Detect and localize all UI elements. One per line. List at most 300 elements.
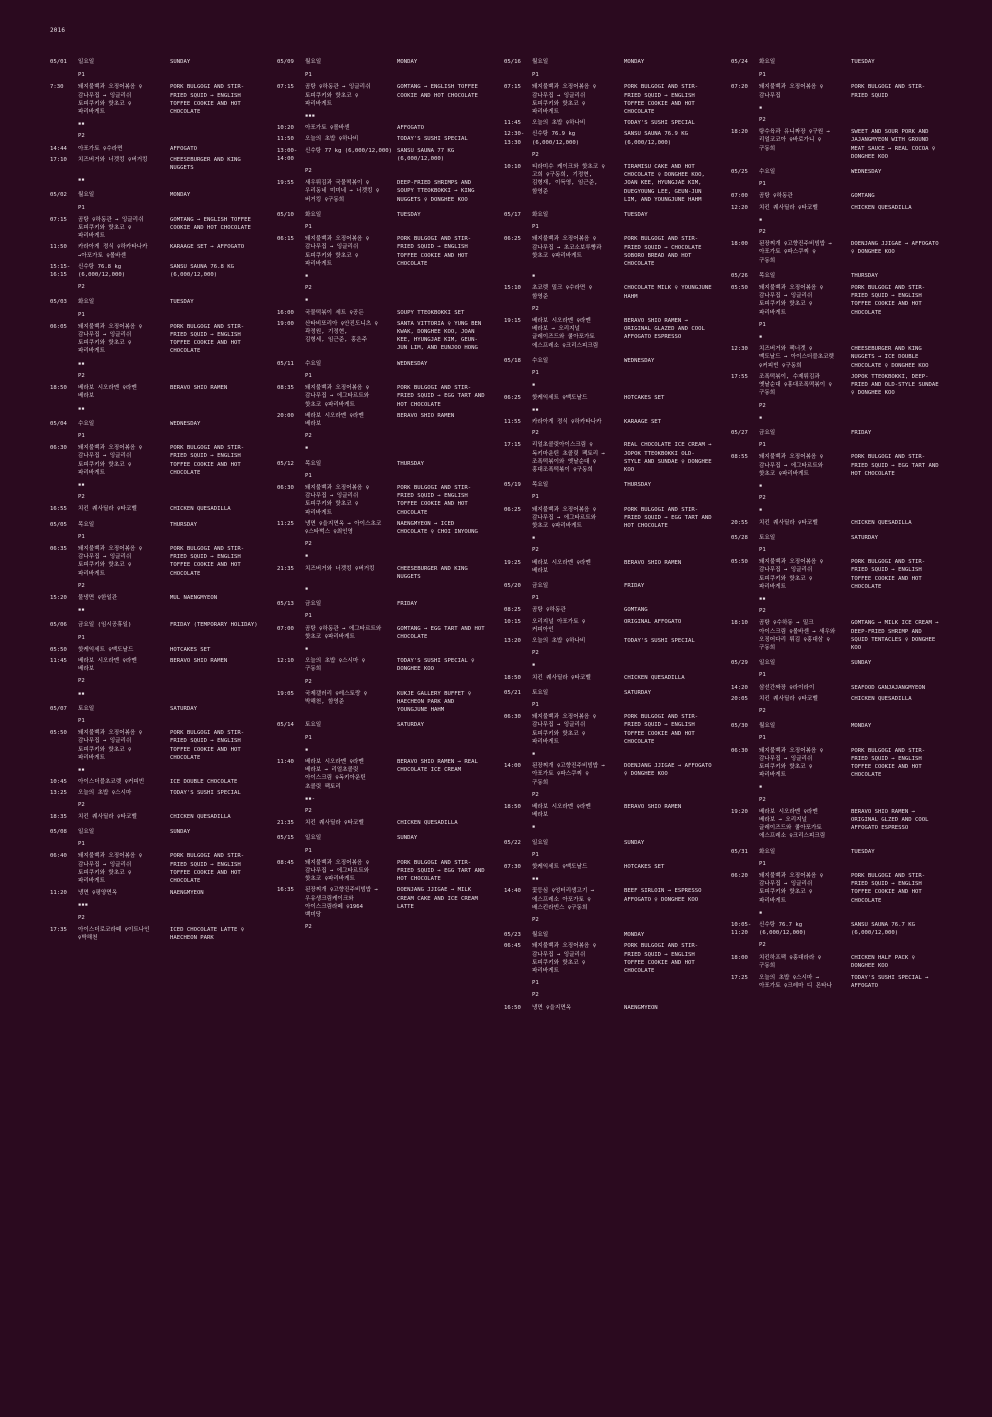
entry-english <box>170 690 270 698</box>
entry-english <box>624 750 724 758</box>
entry-english <box>397 223 497 231</box>
log-entry <box>50 156 272 172</box>
entry-time <box>277 612 305 620</box>
entry-english: SUNDAY <box>170 59 191 65</box>
entry-english <box>624 429 724 437</box>
log-entry <box>50 132 272 140</box>
entry-english: ORIGINAL AFFOGATO <box>624 618 682 625</box>
entry-korean: P1 <box>532 370 539 377</box>
entry-time: 11:50 <box>50 244 67 251</box>
entry-english: SEAFOOD GANJAJANGMYEON <box>851 684 926 691</box>
entry-time: 05/20 <box>504 582 521 589</box>
entry-time <box>277 795 305 803</box>
entry-time: 05/08 <box>50 829 67 836</box>
entry-english: MUL NAENGMYEON <box>170 594 218 601</box>
log-entry <box>277 734 499 742</box>
entry-english: CHICKEN QUESADILLA <box>851 204 912 211</box>
entry-time: 05/18 <box>504 357 521 364</box>
column-2 <box>277 58 499 931</box>
log-entry <box>50 420 272 428</box>
log-entry <box>50 606 272 614</box>
log-entry <box>50 766 272 774</box>
entry-time <box>504 429 532 437</box>
entry-time <box>731 402 759 410</box>
entry-time <box>50 914 78 922</box>
entry-time <box>50 360 78 368</box>
entry-time: 12:30- 13:30 <box>504 131 525 146</box>
log-entry <box>277 112 499 120</box>
entry-time: 15:15- 16:15 <box>50 263 71 279</box>
entry-korean: 신수탕 76.9 kg (6,000/12,000) <box>532 131 580 146</box>
entry-korean: P1 <box>305 372 312 379</box>
entry-english <box>170 677 270 685</box>
log-entry <box>504 582 726 590</box>
log-entry <box>277 657 499 673</box>
entry-time <box>504 272 532 280</box>
log-entry <box>504 979 726 987</box>
entry-korean: P1 <box>759 860 766 867</box>
entry-english: AFFOGATO <box>397 125 424 132</box>
entry-korean: 곰탕 ♀하동관 <box>759 193 793 200</box>
entry-korean: P2 <box>759 117 766 124</box>
entry-time <box>50 71 78 79</box>
entry-korean: 치킨 퀘사딜라 ♀타코벨 <box>78 813 137 820</box>
entry-time: 12:10 <box>277 658 294 665</box>
entry-english <box>851 414 951 422</box>
entry-korean: ▪ <box>305 297 309 304</box>
entry-korean: 일요일 <box>78 59 95 65</box>
entry-korean: P1 <box>759 546 766 553</box>
entry-english: SWEET AND SOUR PORK AND JAJANGMYEON WITH GROUND MEAT SAUCE → REAL COCOA ♀ DONGHEE KOO <box>851 129 936 160</box>
log-entry <box>50 191 272 199</box>
entry-korean: 카라아게 정식 ♀하카타나카 →아포가토 ♀볼바센 <box>78 244 148 259</box>
log-entry <box>731 192 953 200</box>
entry-time: 05/02 <box>50 192 67 199</box>
entry-korean: P1 <box>78 634 85 641</box>
entry-time: 15:10 <box>504 285 521 292</box>
log-entry <box>504 713 726 746</box>
log-entry <box>731 707 953 715</box>
entry-english: CHICKEN QUESADILLA <box>851 519 912 526</box>
entry-english <box>397 645 497 653</box>
entry-english <box>624 534 724 542</box>
entry-time: 11:50 <box>277 136 294 143</box>
entry-time: 05/15 <box>277 835 294 842</box>
entry-time <box>50 690 78 698</box>
entry-korean: 오늘의 초밥 ♀하나비 <box>532 637 586 644</box>
entry-korean: 돼지불백과 오징어볶음 ♀ 감나무집 → 에그타르트와 핫초코 ♀파리바게트 <box>532 506 597 529</box>
log-entry <box>277 565 499 581</box>
entry-english <box>170 766 270 774</box>
entry-time <box>731 607 759 615</box>
entry-time <box>504 381 532 389</box>
log-entry <box>277 819 499 827</box>
entry-time <box>50 176 78 184</box>
entry-time <box>50 582 78 590</box>
entry-korean: 목요일 <box>305 460 322 467</box>
entry-english: ICED CHOCOLATE LATTE ♀ HAECHEON PARK <box>170 926 245 942</box>
entry-english: BERAVO SHIO RAMEN → REAL CHOCOLATE ICE CREAM <box>397 759 478 774</box>
log-entry <box>731 168 953 176</box>
entry-korean: P1 <box>78 841 85 848</box>
entry-time: 16:50 <box>504 1004 521 1011</box>
log-entry <box>731 722 953 730</box>
entry-english: CHICKEN QUESADILLA <box>397 820 458 827</box>
entry-english: JOPOK TTEOKBOKKI, DEEP- FRIED AND OLD-STYLE SUNDAE ♀ DONGHEE KOO <box>851 373 939 397</box>
log-entry <box>731 558 953 591</box>
entry-english <box>624 546 724 554</box>
entry-korean: 월요일 <box>532 59 549 65</box>
entry-english: WEDNESDAY <box>397 360 428 367</box>
entry-korean: P1 <box>759 181 766 188</box>
entry-time: 11:45 <box>50 657 67 664</box>
entry-time: 16:35 <box>277 887 294 894</box>
entry-time <box>50 120 78 128</box>
log-entry <box>50 481 272 489</box>
entry-english: PORK BULGOGI AND STIR- FRIED SQUID → EGG TART AND HOT CHOCOLATE <box>397 859 485 883</box>
entry-time: 19:15 <box>504 318 521 325</box>
log-entry <box>277 795 499 803</box>
log-entry <box>277 135 499 143</box>
entry-korean: P2 <box>532 650 539 657</box>
entry-time: 05/31 <box>731 848 748 855</box>
log-entry <box>50 243 272 259</box>
log-entry <box>731 373 953 398</box>
entry-time <box>731 909 759 917</box>
log-entry <box>50 432 272 440</box>
entry-korean: 오늘의 초밥 ♀스시마 → 아포가토 ♀크레마 디 몬타나 <box>759 975 832 990</box>
entry-korean: ▪▪ <box>78 690 85 697</box>
entry-english <box>851 909 951 917</box>
entry-time: 07:00 <box>731 193 748 200</box>
entry-korean: 돼지불백과 오징어볶음 ♀ 감나무집 → 잉글리쉬 토피쿠키와 핫초코 ♀ 파리바게트 <box>759 559 824 590</box>
entry-english: PORK BULGOGI AND STIR- FRIED SQUID → ENGLISH TOFFEE COOKIE AND HOT CHOCOLATE <box>624 714 699 745</box>
entry-korean: P1 <box>78 72 85 79</box>
entry-time <box>277 678 305 686</box>
entry-time <box>277 645 305 653</box>
entry-english: PORK BULGOGI AND STIR- FRIED SQUID → EGG TART AND HOT CHOCOLATE <box>851 454 939 477</box>
entry-english: GOMTANG → ENGLISH TOFFEE COOKIE AND HOT CHOCOLATE <box>170 216 251 232</box>
entry-korean: P2 <box>78 582 85 589</box>
entry-english <box>170 717 270 725</box>
entry-time: 06:15 <box>277 236 294 243</box>
entry-korean: P2 <box>305 168 312 175</box>
log-entry <box>277 746 499 754</box>
entry-korean: 새우튀김과 국물떡볶이 ♀ 우리동네 미미네 → 너겟킹 ♀ 버거킹 ♀구동희 <box>305 180 380 203</box>
entry-korean: ▪ <box>305 645 309 652</box>
entry-korean: P2 <box>759 796 766 803</box>
entry-korean: P1 <box>78 311 85 318</box>
entry-time <box>50 311 78 319</box>
entry-english: KARAAGE SET → AFFOGATO <box>170 244 245 251</box>
entry-korean: 산타비또리아 ♀안진도니츠 ♀ 곽정원, 기정현, 김형세, 임근준, 홍은주 <box>305 320 378 344</box>
entry-english <box>624 381 724 389</box>
entry-time: 13:25 <box>50 790 67 797</box>
log-entry <box>277 758 499 791</box>
entry-korean: ▪▪ <box>532 406 539 413</box>
entry-korean: 냉면 ♀을지면옥 <box>532 1004 572 1011</box>
entry-english <box>397 296 497 304</box>
log-entry <box>50 621 272 629</box>
entry-korean: 냉면 ♀을지면옥 → 아이스초코 ♀스타벅스 ♀최인영 <box>305 520 382 535</box>
entry-korean: P1 <box>759 72 766 79</box>
entry-english: PORK BULGOGI AND STIR- FRIED SQUID → ENGLISH TOFFEE COOKIE AND HOT CHOCOLATE <box>851 873 926 904</box>
entry-english: SATURDAY <box>624 689 651 696</box>
entry-time: 10:05- 11:20 <box>731 922 752 937</box>
entry-english <box>624 71 724 79</box>
log-entry <box>277 147 499 163</box>
entry-english: GOMTANG → ENGLISH TOFFEE COOKIE AND HOT CHOCOLATE <box>397 84 478 99</box>
entry-english: PORK BULGOGI AND STIR- FRIED SQUID → EGG TART AND HOT CHOCOLATE <box>397 385 485 408</box>
entry-time <box>504 305 532 313</box>
entry-english: SATURDAY <box>397 722 424 729</box>
entry-time: 05/09 <box>277 59 294 65</box>
entry-time <box>731 216 759 224</box>
entry-time <box>50 283 78 291</box>
entry-english <box>624 791 724 799</box>
entry-time <box>277 223 305 231</box>
log-entry <box>504 235 726 268</box>
log-entry <box>50 729 272 762</box>
log-entry <box>50 789 272 797</box>
entry-english <box>851 228 951 236</box>
log-entry <box>277 384 499 409</box>
entry-english: BERAVO SHIO RAMEN → ORIGINAL GLZED AND COOL AFFOGATO ESPRESSO <box>851 808 929 832</box>
log-entry <box>504 689 726 697</box>
entry-korean: P2 <box>532 791 539 798</box>
entry-english <box>170 132 270 140</box>
log-entry <box>50 646 272 654</box>
entry-korean: 아이스더로코라떼 ♀이트나인 ♀박해천 <box>78 926 150 942</box>
entry-english: CHEESEBURGER AND KING NUGGETS → ICE DOUBLE CHOCOLATE ♀ DONGHEE KOO <box>851 346 929 369</box>
log-entry <box>731 848 953 856</box>
entry-korean: P2 <box>532 917 539 924</box>
entry-english <box>170 901 270 909</box>
entry-english <box>397 432 497 440</box>
entry-korean: P1 <box>305 472 312 479</box>
entry-time <box>731 321 759 329</box>
entry-korean: ▪▪ <box>759 595 766 602</box>
log-entry <box>50 372 272 380</box>
entry-time: 06:30 <box>50 445 67 452</box>
page-year: 2016 <box>50 27 66 34</box>
entry-english <box>170 606 270 614</box>
log-entry <box>50 634 272 642</box>
entry-time: 15:20 <box>50 594 67 601</box>
log-entry <box>731 216 953 224</box>
entry-korean: P2 <box>532 547 539 554</box>
entry-korean: P2 <box>532 992 539 999</box>
log-entry <box>731 909 953 917</box>
entry-english <box>624 701 724 709</box>
entry-korean: 베라보 시오라멘 ♀라멘 베라보 → 오리지널 글레이즈드와 쿨아포가토 에스프레소 ♀크리스피크림 <box>759 808 826 840</box>
entry-korean: 오늘의 초밥 ♀스시마 <box>78 790 132 797</box>
entry-time: 17:55 <box>731 373 748 380</box>
entry-english: CHICKEN HALF PACK ♀ DONGHEE KOO <box>851 954 915 969</box>
entry-korean: 월요일 <box>759 723 776 730</box>
log-entry <box>50 283 272 291</box>
log-entry <box>731 808 953 841</box>
entry-korean: ▪ <box>305 746 309 753</box>
log-entry <box>731 607 953 615</box>
entry-time: 18:20 <box>731 129 748 136</box>
entry-korean: P1 <box>759 672 766 679</box>
entry-english <box>397 112 497 120</box>
entry-time: 07:00 <box>277 625 294 632</box>
log-entry <box>50 83 272 116</box>
log-entry <box>50 493 272 501</box>
column-3 <box>504 58 726 1012</box>
entry-english: AFFOGATO <box>170 145 197 152</box>
entry-korean: 핫케익세트 ♀맥도날드 <box>532 864 588 871</box>
entry-korean: 베라보 시오라멘 ♀라멘 베라보 <box>78 385 137 400</box>
log-entry <box>277 235 499 268</box>
entry-english <box>851 941 951 949</box>
entry-time <box>731 546 759 554</box>
log-entry <box>504 762 726 787</box>
log-entry <box>731 941 953 949</box>
log-entry <box>277 552 499 560</box>
log-entry <box>731 684 953 692</box>
entry-korean: 치즈버거와 너겟킹 ♀버거킹 <box>305 565 375 572</box>
entry-time: 05/10 <box>277 211 294 218</box>
log-entry <box>50 311 272 319</box>
entry-english: BERAVO SHIO RAMEN <box>624 559 682 566</box>
entry-english <box>851 494 951 502</box>
log-entry <box>50 828 272 836</box>
entry-english <box>851 216 951 224</box>
log-entry <box>731 71 953 79</box>
entry-korean: 꽃등심 ♀엉터리생고기 → 에스프레소 아포가토 ♀ 배스킨라빈스 ♀구동희 <box>532 888 595 911</box>
entry-english <box>397 372 497 380</box>
entry-korean: 돼지불백과 오징어볶음 ♀ 감나무집 → 잉글리쉬 토피쿠키와 핫초코 ♀ 파리바게트 <box>532 84 597 116</box>
entry-korean: 곰탕 ♀하동관 → 잉글리쉬 토피쿠키와 핫초코 ♀ 파리바게트 <box>78 216 144 240</box>
log-entry <box>277 211 499 219</box>
entry-korean: 돼지불백과 오징어볶음 ♀ 감나무집 → 에그타르트와 핫초코 ♀파리바게트 <box>305 385 370 408</box>
entry-english <box>170 481 270 489</box>
entry-time: 11:55 <box>504 418 521 425</box>
entry-english: BERAVO SHIO RAMEN <box>170 385 228 392</box>
entry-english <box>170 582 270 590</box>
log-entry <box>504 130 726 146</box>
entry-korean: 돼지불백과 오징어볶음 ♀ 감나무집 → 잉글리쉬 토피쿠키와 핫초코 ♀ 파리바게트 <box>78 730 143 761</box>
entry-english <box>170 533 270 541</box>
entry-english: SUNDAY <box>624 839 645 846</box>
log-entry <box>277 721 499 729</box>
log-entry <box>277 58 499 66</box>
entry-time <box>504 369 532 377</box>
entry-time: 18:50 <box>50 385 67 392</box>
entry-english: MONDAY <box>397 59 418 65</box>
log-entry <box>504 701 726 709</box>
log-entry <box>731 240 953 265</box>
log-entry <box>50 889 272 897</box>
entry-time <box>504 701 532 709</box>
entry-korean: 치즈버거와 팩너겟 ♀ 맥도날드 → 아이스더블초코렛 ♀커피빈 ♀구동희 <box>759 346 834 369</box>
entry-korean: 치킨 퀘사딜라 ♀타코벨 <box>759 519 818 526</box>
entry-time: 05:50 <box>731 285 748 292</box>
log-entry <box>50 298 272 306</box>
entry-english <box>851 506 951 514</box>
entry-english: SANSU SAUNA 76.9 KG (6,000/12,000) <box>624 131 688 146</box>
entry-english: THURSDAY <box>624 482 651 489</box>
entry-korean: 돼지불백과 오징어볶음 ♀ 감나무집 → 잉글리쉬 토피쿠키와 핫초코 ♀ 파리바게트 <box>78 84 143 116</box>
entry-korean: 일요일 <box>305 835 322 842</box>
entry-time <box>731 482 759 490</box>
entry-korean: ▪▪ <box>78 177 85 184</box>
log-entry <box>731 104 953 112</box>
entry-time <box>277 540 305 548</box>
log-entry <box>50 360 272 368</box>
entry-korean: 된장찌개 ♀고향진주비빔밥 → 아포가토 ♀파스쿠찌 ♀ 구동희 <box>532 763 605 786</box>
entry-english: DOENJANG JJIGAE → AFFOGATO ♀ DONGHEE KOO <box>624 763 712 778</box>
log-entry <box>504 223 726 231</box>
entry-korean: P1 <box>532 494 539 501</box>
entry-time <box>50 634 78 642</box>
entry-time <box>731 180 759 188</box>
entry-english: PORK BULGOGI AND STIR- FRIED SQUID <box>851 84 926 99</box>
entry-korean: 베라보 시오라멘 ♀라멘 베라보 <box>532 559 591 574</box>
log-entry <box>504 381 726 389</box>
entry-english: TUESDAY <box>170 299 194 306</box>
entry-korean: P2 <box>78 133 85 140</box>
log-entry <box>504 661 726 669</box>
entry-time: 05/16 <box>504 59 521 65</box>
log-entry <box>504 119 726 127</box>
entry-english <box>851 321 951 329</box>
entry-time <box>504 71 532 79</box>
entry-korean: P2 <box>759 608 766 615</box>
log-entry <box>504 83 726 116</box>
entry-korean: 돼지불백과 오징어볶음 ♀ 감나무집 → 잉글리쉬 토피쿠키와 핫초코 ♀ 파리바게트 <box>305 484 370 516</box>
entry-english <box>851 116 951 124</box>
log-entry <box>50 176 272 184</box>
log-entry <box>50 914 272 922</box>
log-entry <box>277 600 499 608</box>
entry-english: ICE DOUBLE CHOCOLATE <box>170 779 238 786</box>
entry-time: 7:30 <box>50 84 64 91</box>
entry-english <box>397 734 497 742</box>
log-entry <box>504 546 726 554</box>
log-entry <box>731 860 953 868</box>
entry-time <box>277 807 305 815</box>
entry-time: 06:35 <box>50 545 67 552</box>
entry-english <box>851 860 951 868</box>
log-entry <box>277 847 499 855</box>
entry-time: 05/04 <box>50 420 67 427</box>
log-entry <box>731 659 953 667</box>
entry-english: TUESDAY <box>851 848 875 855</box>
entry-english <box>851 441 951 449</box>
log-entry <box>504 559 726 575</box>
entry-time <box>50 677 78 685</box>
entry-time: 11:40 <box>277 759 294 765</box>
log-entry <box>50 444 272 477</box>
log-entry <box>504 357 726 365</box>
entry-korean: P1 <box>305 613 312 620</box>
entry-time <box>504 979 532 987</box>
entry-english <box>624 875 724 883</box>
entry-english: PORK BULGOGI AND STIR- FRIED SQUID → ENGLISH TOFFEE COOKIE AND HOT CHOCOLATE <box>170 730 245 761</box>
entry-korean: 국물떡볶이 세트 ♀공든 <box>305 309 364 316</box>
entry-korean: 토요일 <box>532 689 549 696</box>
log-entry <box>504 394 726 402</box>
entry-korean: 돼지불백과 오징어볶음 ♀ 감나무집 → 잉글리쉬 토피쿠키와 핫초코 ♀ 파리바게트 <box>759 285 824 316</box>
entry-time: 05/05 <box>50 521 67 528</box>
entry-korean: 금요일 (임시공휴일) <box>78 622 132 629</box>
entry-korean: 핫케익세트 ♀맥도날드 <box>532 394 588 401</box>
entry-english: CHEESEBURGER AND KING NUGGETS <box>397 565 468 580</box>
